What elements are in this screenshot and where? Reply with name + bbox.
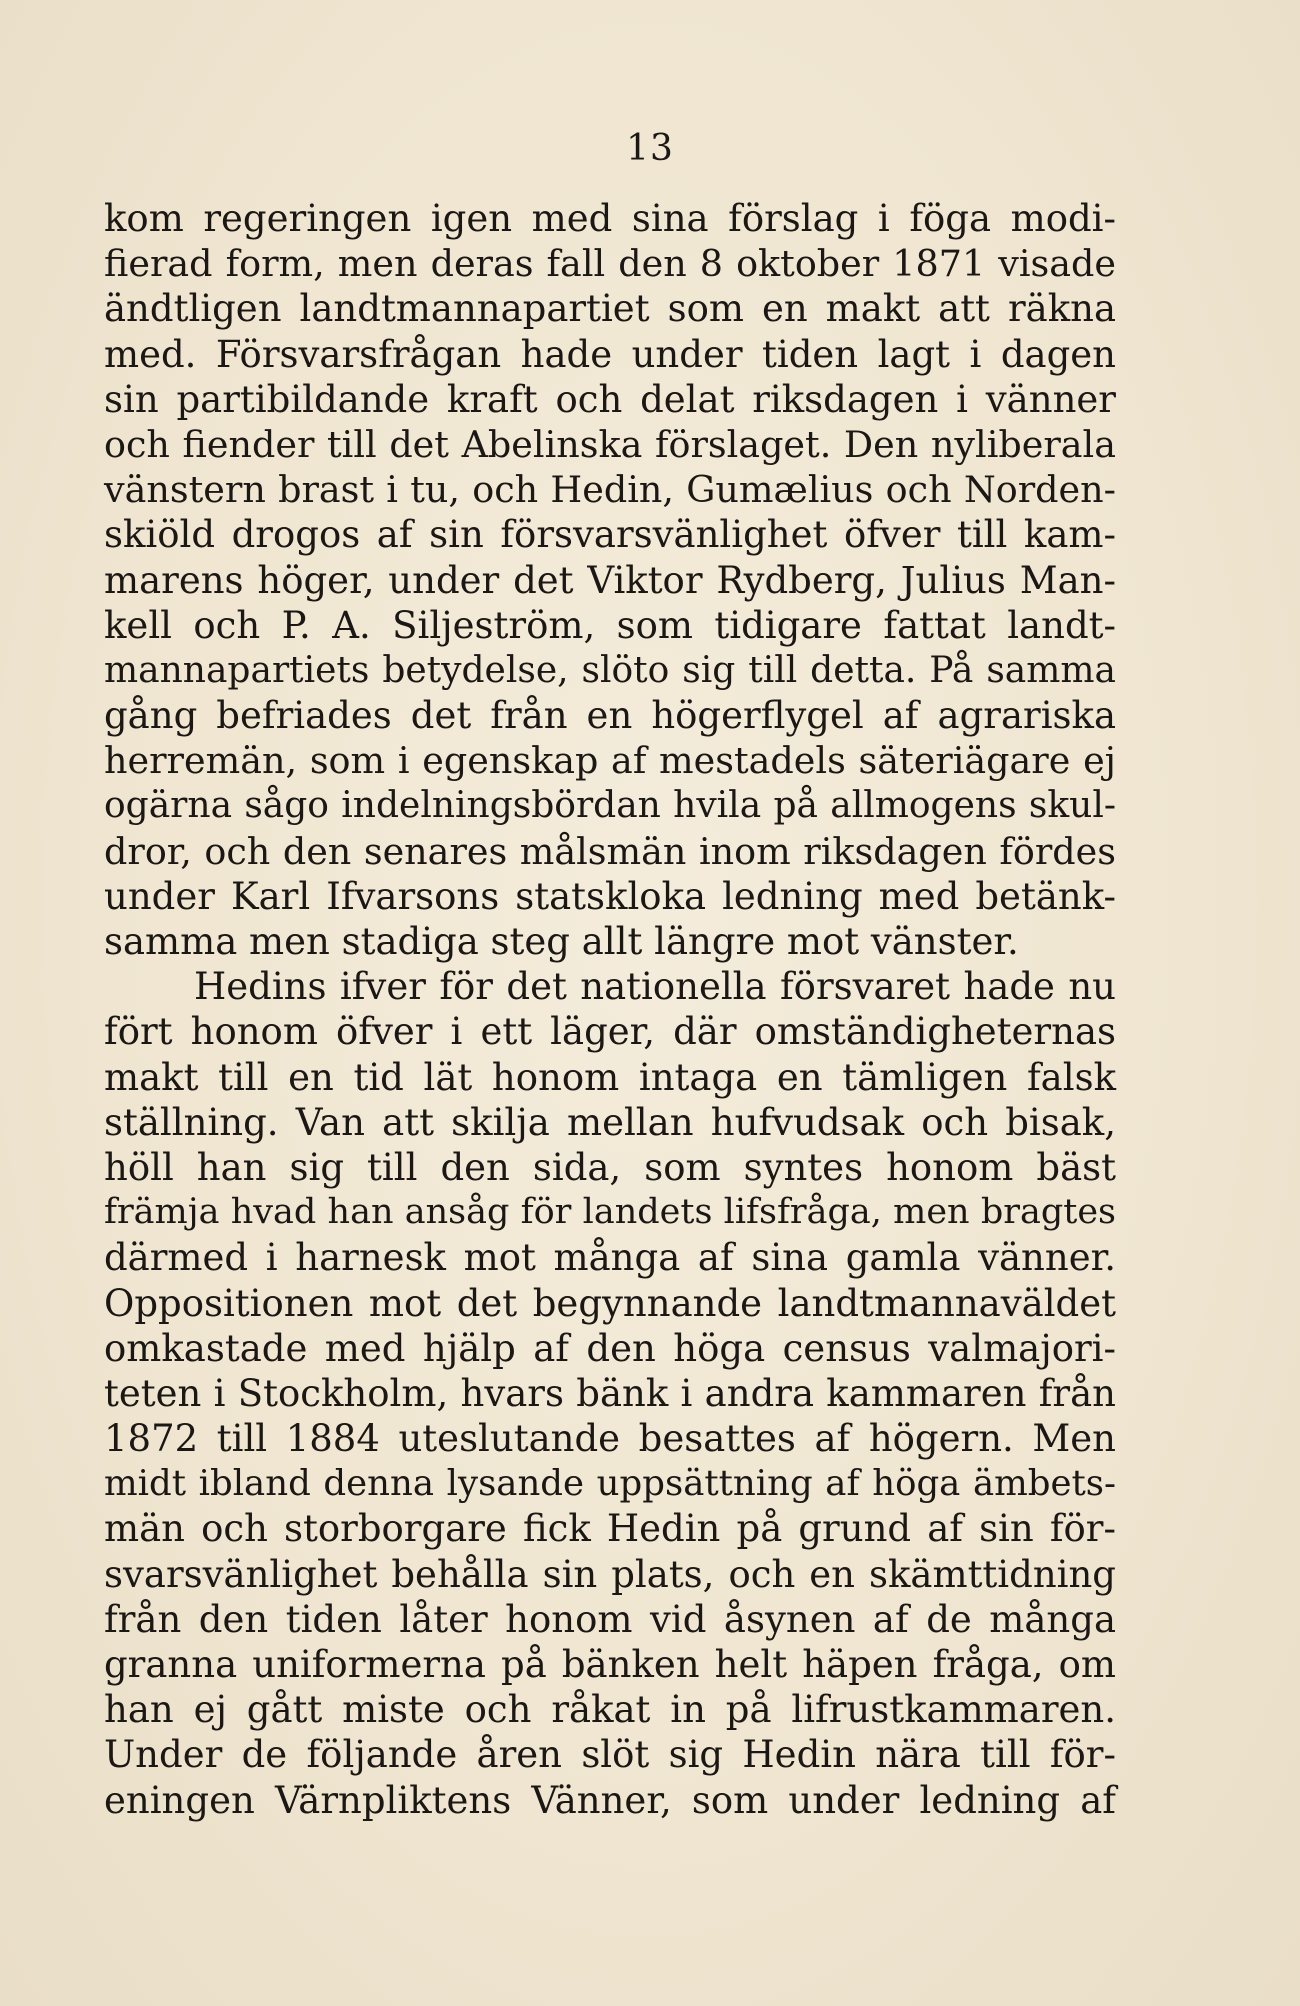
text-line: därmed i harnesk mot många af sina gamla vänner.: [104, 1236, 1116, 1280]
text-line: och fiender till det Abelinska förslaget. Den nyliberala: [104, 422, 1116, 466]
text-line: midt ibland denna lysande uppsättning af höga ämbets-: [104, 1463, 1116, 1505]
text-line: främja hvad han ansåg för landets lifsfråga, men bragtes: [104, 1192, 1116, 1233]
text-line: mannapartiets betydelse, slöto sig till detta. På samma: [104, 649, 1116, 691]
body-text: [104, 196, 1116, 1823]
text-line: eningen Värnpliktens Vänner, som under ledning af: [104, 1778, 1116, 1822]
text-line: kell och P. A. Siljeström, som tidigare fattat landt-: [104, 603, 1116, 647]
text-line: granna uniformerna på bänken helt häpen fråga, om: [104, 1643, 1116, 1686]
text-line: Under de följande åren slöt sig Hedin nära till för-: [104, 1733, 1116, 1777]
text-line: kom regeringen igen med sina förslag i föga modi-: [104, 197, 1116, 240]
text-line: vänstern brast i tu, och Hedin, Gumælius och Norden-: [104, 468, 1116, 512]
text-line: teten i Stockholm, hvars bänk i andra kammaren från: [104, 1371, 1116, 1415]
text-line: gång befriades det från en högerflygel af agrariska: [104, 694, 1116, 738]
text-line: omkastade med hjälp af den höga census valmajori-: [104, 1326, 1116, 1370]
text-line: under Karl Ifvarsons statskloka ledning med betänk-: [104, 874, 1116, 918]
page-number: 13: [626, 128, 674, 169]
text-line: sin partibildande kraft och delat riksdagen i vänner: [104, 377, 1116, 421]
paragraph-start-line: Hedins ifver för det nationella försvaret hade nu: [194, 965, 1116, 1009]
text-line: han ej gått miste och råkat in på lifrustkammaren.: [104, 1688, 1116, 1732]
text-line: fierad form, men deras fall den 8 oktober 1871 visade: [104, 242, 1116, 286]
text-line: ställning. Van att skilja mellan hufvudsak och bisak,: [104, 1100, 1116, 1144]
text-line: höll han sig till den sida, som syntes honom bäst: [104, 1145, 1116, 1189]
text-line: makt till en tid lät honom intaga en tämligen falsk: [104, 1055, 1116, 1099]
text-line: män och storborgare fick Hedin på grund af sin för-: [104, 1507, 1116, 1551]
text-line: med. Försvarsfrågan hade under tiden lagt i dagen: [104, 332, 1116, 376]
text-line: Oppositionen mot det begynnande landtmannaväldet: [104, 1281, 1116, 1325]
text-line: ändtligen landtmannapartiet som en makt att räkna: [104, 287, 1116, 331]
text-line: herremän, som i egenskap af mestadels säteriägare ej: [104, 739, 1116, 783]
paragraph-end-line: samma men stadiga steg allt längre mot vänster.: [104, 920, 1019, 963]
text-line: från den tiden låter honom vid åsynen af de många: [104, 1597, 1116, 1641]
text-line: 1872 till 1884 uteslutande besattes af högern. Men: [104, 1417, 1116, 1461]
text-line: marens höger, under det Viktor Rydberg, Julius Man-: [104, 558, 1116, 602]
text-line: dror, och den senares målsmän inom riksdagen fördes: [104, 829, 1116, 873]
text-line: skiöld drogos af sin försvarsvänlighet öfver till kam-: [104, 513, 1116, 557]
text-line: fört honom öfver i ett läger, där omständigheternas: [104, 1010, 1116, 1054]
text-line: svarsvänlighet behålla sin plats, och en skämttidning: [104, 1552, 1116, 1596]
text-line: ogärna sågo indelningsbördan hvila på allmogens skul-: [104, 785, 1116, 827]
